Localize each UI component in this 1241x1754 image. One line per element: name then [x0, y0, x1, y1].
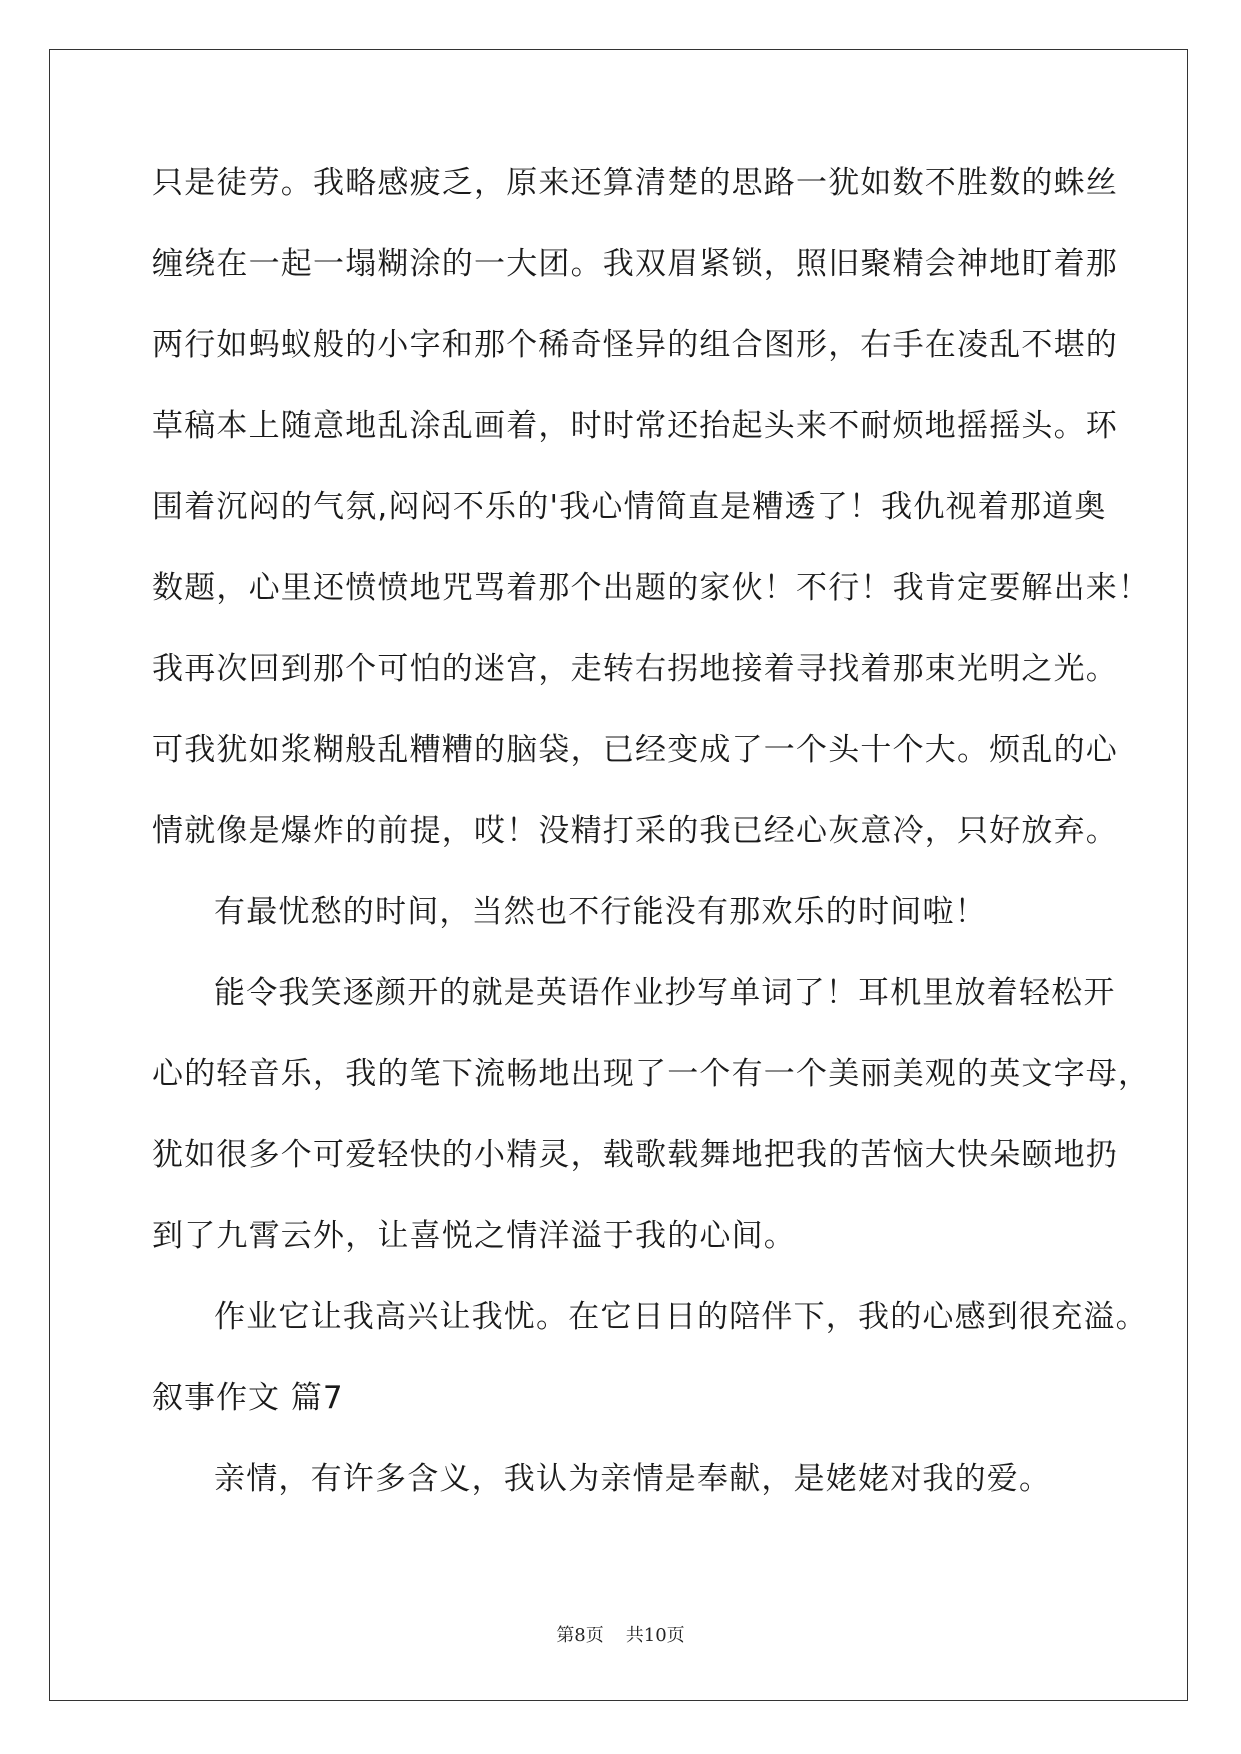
text-line: 草稿本上随意地乱涂乱画着，时时常还抬起头来不耐烦地摇摇头。环: [152, 408, 1118, 444]
text-line: 我再次回到那个可怕的迷宫，走转右拐地接着寻找着那束光明之光。: [152, 651, 1118, 687]
paragraph-start-line: 亲情，有许多含义，我认为亲情是奉献，是姥姥对我的爱。: [214, 1461, 1052, 1497]
paragraph-start-line: 能令我笑逐颜开的就是英语作业抄写单词了！耳机里放着轻松开: [214, 975, 1116, 1011]
section-heading: 叙事作文 篇7: [152, 1380, 344, 1416]
document-body: [152, 163, 1151, 1540]
text-line: 可我犹如浆糊般乱糟糟的脑袋，已经变成了一个头十个大。烦乱的心: [152, 732, 1118, 768]
text-line: 到了九霄云外，让喜悦之情洋溢于我的心间。: [152, 1218, 796, 1254]
text-line: 两行如蚂蚁般的小字和那个稀奇怪异的组合图形，右手在凌乱不堪的: [152, 327, 1118, 363]
paragraph-start-line: 有最忧愁的时间，当然也不行能没有那欢乐的时间啦！: [214, 894, 987, 930]
text-line: 犹如很多个可爱轻快的小精灵，载歌载舞地把我的苦恼大快朵颐地扔: [152, 1137, 1118, 1173]
text-line: 缠绕在一起一塌糊涂的一大团。我双眉紧锁，照旧聚精会神地盯着那: [152, 246, 1118, 282]
page-number-total: 共10页: [625, 1625, 685, 1646]
page-footer: [0, 1621, 1241, 1647]
paragraph-start-line: 作业它让我高兴让我忧。在它日日的陪伴下，我的心感到很充溢。: [214, 1299, 1148, 1335]
text-line: 心的轻音乐，我的笔下流畅地出现了一个有一个美丽美观的英文字母，: [152, 1056, 1151, 1092]
text-line: 围着沉闷的气氛,闷闷不乐的'我心情简直是糟透了！我仇视着那道奥: [152, 489, 1107, 525]
text-line: 数题，心里还愤愤地咒骂着那个出题的家伙！不行！我肯定要解出来！: [152, 570, 1151, 606]
text-line: 情就像是爆炸的前提，哎！没精打采的我已经心灰意冷，只好放弃。: [152, 813, 1118, 849]
text-line: 只是徒劳。我略感疲乏，原来还算清楚的思路一犹如数不胜数的蛛丝: [152, 165, 1118, 201]
page-number-current: 第8页: [556, 1625, 604, 1646]
